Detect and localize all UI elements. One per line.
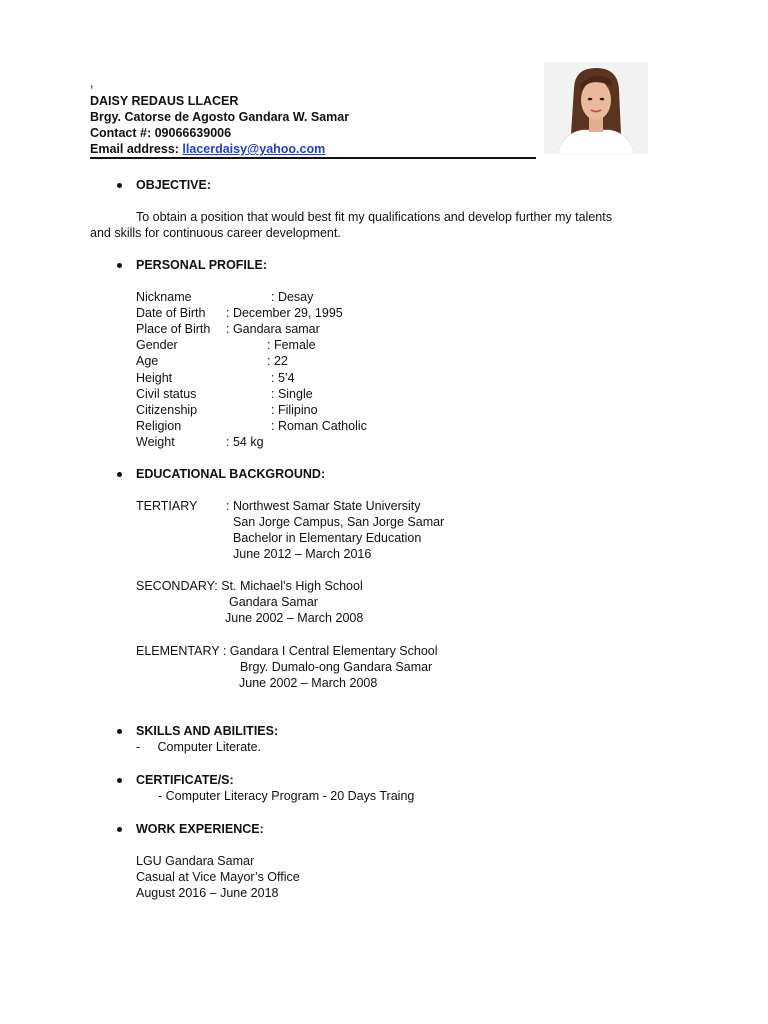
profile-value: : December 29, 1995 [226,306,343,320]
profile-value: : Single [271,387,313,401]
profile-heading: PERSONAL PROFILE: [136,258,268,272]
tertiary-label: TERTIARY [136,499,198,513]
applicant-name: DAISY REDAUS LLACER [90,94,239,108]
bullet-icon [117,263,122,268]
profile-label: Place of Birth [136,322,211,336]
profile-value: : 54 kg [226,435,264,449]
bullet-icon [117,472,122,477]
objective-text-line1: To obtain a position that would best fit my qualifications and develop further my talents [136,210,612,224]
email-link[interactable]: llacerdaisy@yahoo.com [182,142,326,156]
elementary-location: Brgy. Dumalo-ong Gandara Samar [240,660,433,674]
header-mark: , [90,76,94,90]
profile-value: : 22 [267,354,288,368]
profile-value: : Filipino [271,403,318,417]
secondary-school: SECONDARY: St. Michael’s High School [136,579,363,593]
objective-text-line2: and skills for continuous career development. [90,226,341,240]
bullet-icon [117,183,122,188]
profile-value: : Gandara samar [226,322,320,336]
profile-label: Nickname [136,290,192,304]
profile-label: Citizenship [136,403,198,417]
profile-label: Religion [136,419,182,433]
tertiary-course: Bachelor in Elementary Education [233,531,422,545]
profile-label: Weight [136,435,175,449]
work-heading: WORK EXPERIENCE: [136,822,264,836]
tertiary-dates: June 2012 – March 2016 [233,547,372,561]
certificates-item: - Computer Literacy Program - 20 Days Traing [158,789,415,803]
elementary-school: ELEMENTARY : Gandara I Central Elementary School [136,644,438,658]
profile-label: Age [136,354,159,368]
skills-heading: SKILLS AND ABILITIES: [136,724,279,738]
applicant-photo [544,62,648,154]
work-employer: LGU Gandara Samar [136,854,255,868]
work-position: Casual at Vice Mayor’s Office [136,870,300,884]
tertiary-school: : Northwest Samar State University [226,499,421,513]
skills-item: - Computer Literate. [136,740,262,754]
email-line [90,142,325,156]
bullet-icon [117,778,122,783]
elementary-dates: June 2002 – March 2008 [239,676,378,690]
bullet-icon [117,729,122,734]
profile-value: : Desay [271,290,314,304]
profile-value: : Female [267,338,316,352]
education-heading: EDUCATIONAL BACKGROUND: [136,467,326,481]
header-divider [90,157,536,159]
tertiary-campus: San Jorge Campus, San Jorge Samar [233,515,445,529]
applicant-address: Brgy. Catorse de Agosto Gandara W. Samar [90,110,350,124]
objective-heading: OBJECTIVE: [136,178,212,192]
work-dates: August 2016 – June 2018 [136,886,279,900]
secondary-location: Gandara Samar [229,595,318,609]
profile-label: Civil status [136,387,197,401]
profile-value: : Roman Catholic [271,419,367,433]
profile-value: : 5’4 [271,371,295,385]
portrait-image [544,62,648,154]
profile-label: Height [136,371,173,385]
certificates-heading: CERTIFICATE/S: [136,773,234,787]
profile-label: Gender [136,338,178,352]
secondary-dates: June 2002 – March 2008 [225,611,364,625]
bullet-icon [117,827,122,832]
email-label: Email address: [90,142,179,156]
profile-label: Date of Birth [136,306,206,320]
applicant-contact: Contact #: 09066639006 [90,126,232,140]
